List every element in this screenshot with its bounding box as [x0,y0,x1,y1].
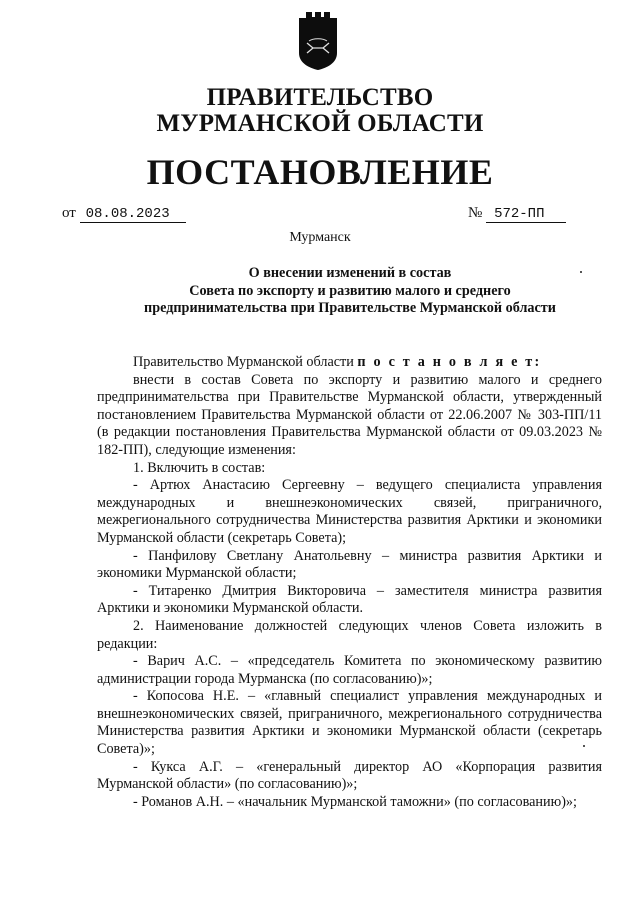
number-prefix: № [468,205,483,221]
government-title-line-1: ПРАВИТЕЛЬСТВО [206,84,434,111]
item-2: 2. Наименование должностей следующих членов Совета изложить в редакции: [97,617,602,652]
item-2-member-romanov: - Романов А.Н. – «начальник Мурманской таможни» (по согласованию)»; [133,793,577,810]
subject-line-2: Совета по экспорту и развитию малого и среднего [189,282,511,299]
city-name: Мурманск [289,230,351,245]
item-1-member-panfilova: - Панфилову Светлану Анатольевну – министра развития Арктики и экономики Мурманской области; [97,547,602,582]
item-2-member-varich: - Варич А.С. – «председатель Комитета по экономическому развитию администрации города Мурманска (по согласованию)»; [97,653,602,687]
subject-line-3: предпринимательства при Правительстве Мурманской области [144,300,556,316]
document-number [468,204,566,223]
date-prefix: от [62,205,76,221]
item-1: 1. Включить в состав: [133,459,266,476]
intro-text: Правительство Мурманской области [133,354,358,370]
scan-speck [580,271,582,273]
document-date [62,204,186,223]
item-1-member-artyukh: - Артюх Анастасию Сергеевну – ведущего специалиста управления международных и внешнеэкономических связей, приграничного, межрегионального сотрудничества Министерства развития Арктики и экономики Мурманской области (секретарь Совета); [97,477,602,546]
murmansk-region-coat-of-arms-icon [297,11,339,71]
document-type-title: ПОСТАНОВЛЕНИЕ [146,152,494,192]
decree-verb: п о с т а н о в л я е т: [357,354,542,370]
subject-line-1: О внесении изменений в состав [248,265,452,281]
item-2-member-koposova: - Копосова Н.Е. – «главный специалист управления международных и внешнеэкономических связей, приграничного, межрегионального сотрудничества Министерства развития Арктики и экономики Мурманской области (секретарь Совета)»; [97,688,602,758]
document-subject [100,265,600,318]
item-1-member-titarenko: - Титаренко Дмитрия Викторовича – заместителя министра развития Арктики и экономики Мурманской области. [97,582,602,617]
date-value: 08.08.2023 [80,206,186,223]
government-title-line-2: МУРМАНСКОЙ ОБЛАСТИ [156,110,484,137]
scan-speck [583,745,585,747]
intro-paragraph [97,354,602,372]
number-value: 572-ПП [486,206,566,223]
document-body [97,354,602,811]
main-paragraph: внести в состав Совета по экспорту и развитию малого и среднего предпринимательства при Правительстве Мурманской области, утвержденный постановлением Правительства Мурманской области от 22.06.2007 № 303-ПП/11 (в редакции постановления Правительства Мурманской области от 09.03.2023 № 182-ПП), следующие изменения: [97,371,602,458]
item-2-member-kuksa: - Кукса А.Г. – «генеральный директор АО «Корпорация развития Мурманской области» (по согласованию)»; [97,758,602,793]
